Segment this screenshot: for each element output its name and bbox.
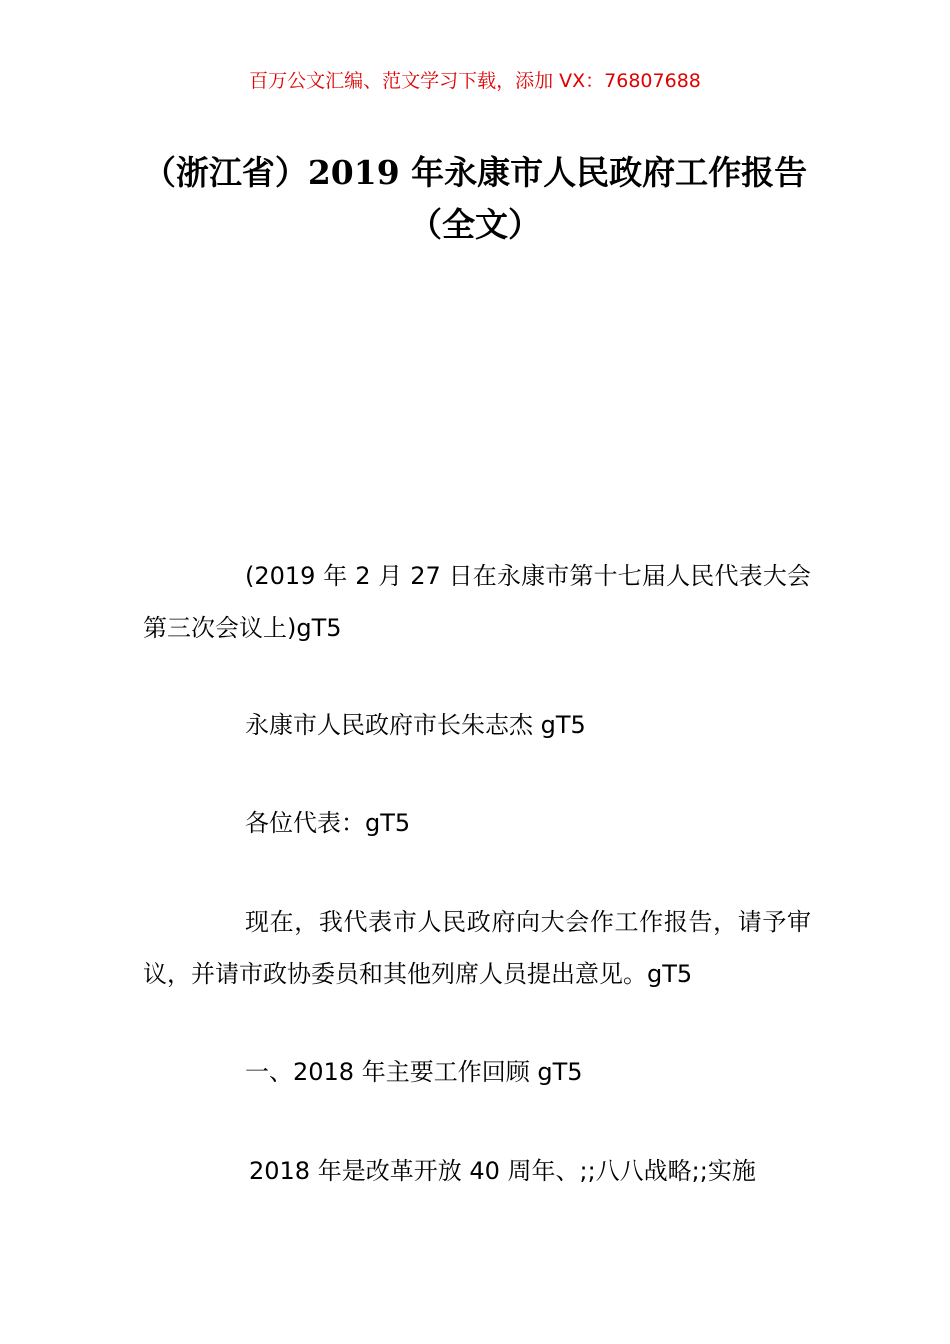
speaker-line: 永康市人民政府市长朱志杰 gT5: [245, 711, 586, 739]
body-paragraph: 2018 年是改革开放 40 周年、;;八八战略;;实施: [249, 1157, 756, 1185]
document-title: （浙江省）2019 年永康市人民政府工作报告（全文）: [142, 153, 808, 244]
meeting-info-paragraph: (2019 年 2 月 27 日在永康市第十七届人民代表大会第三次会议上)gT5: [143, 562, 811, 642]
intro-paragraph: 现在，我代表市人民政府向大会作工作报告，请予审议，并请市政协委员和其他列席人员提出意见。gT5: [143, 908, 811, 988]
section-heading: 一、2018 年主要工作回顾 gT5: [245, 1058, 583, 1086]
salutation-line: 各位代表：gT5: [245, 809, 411, 837]
header-watermark-note: 百万公文汇编、范文学习下载，添加 VX：76807688: [249, 70, 701, 92]
